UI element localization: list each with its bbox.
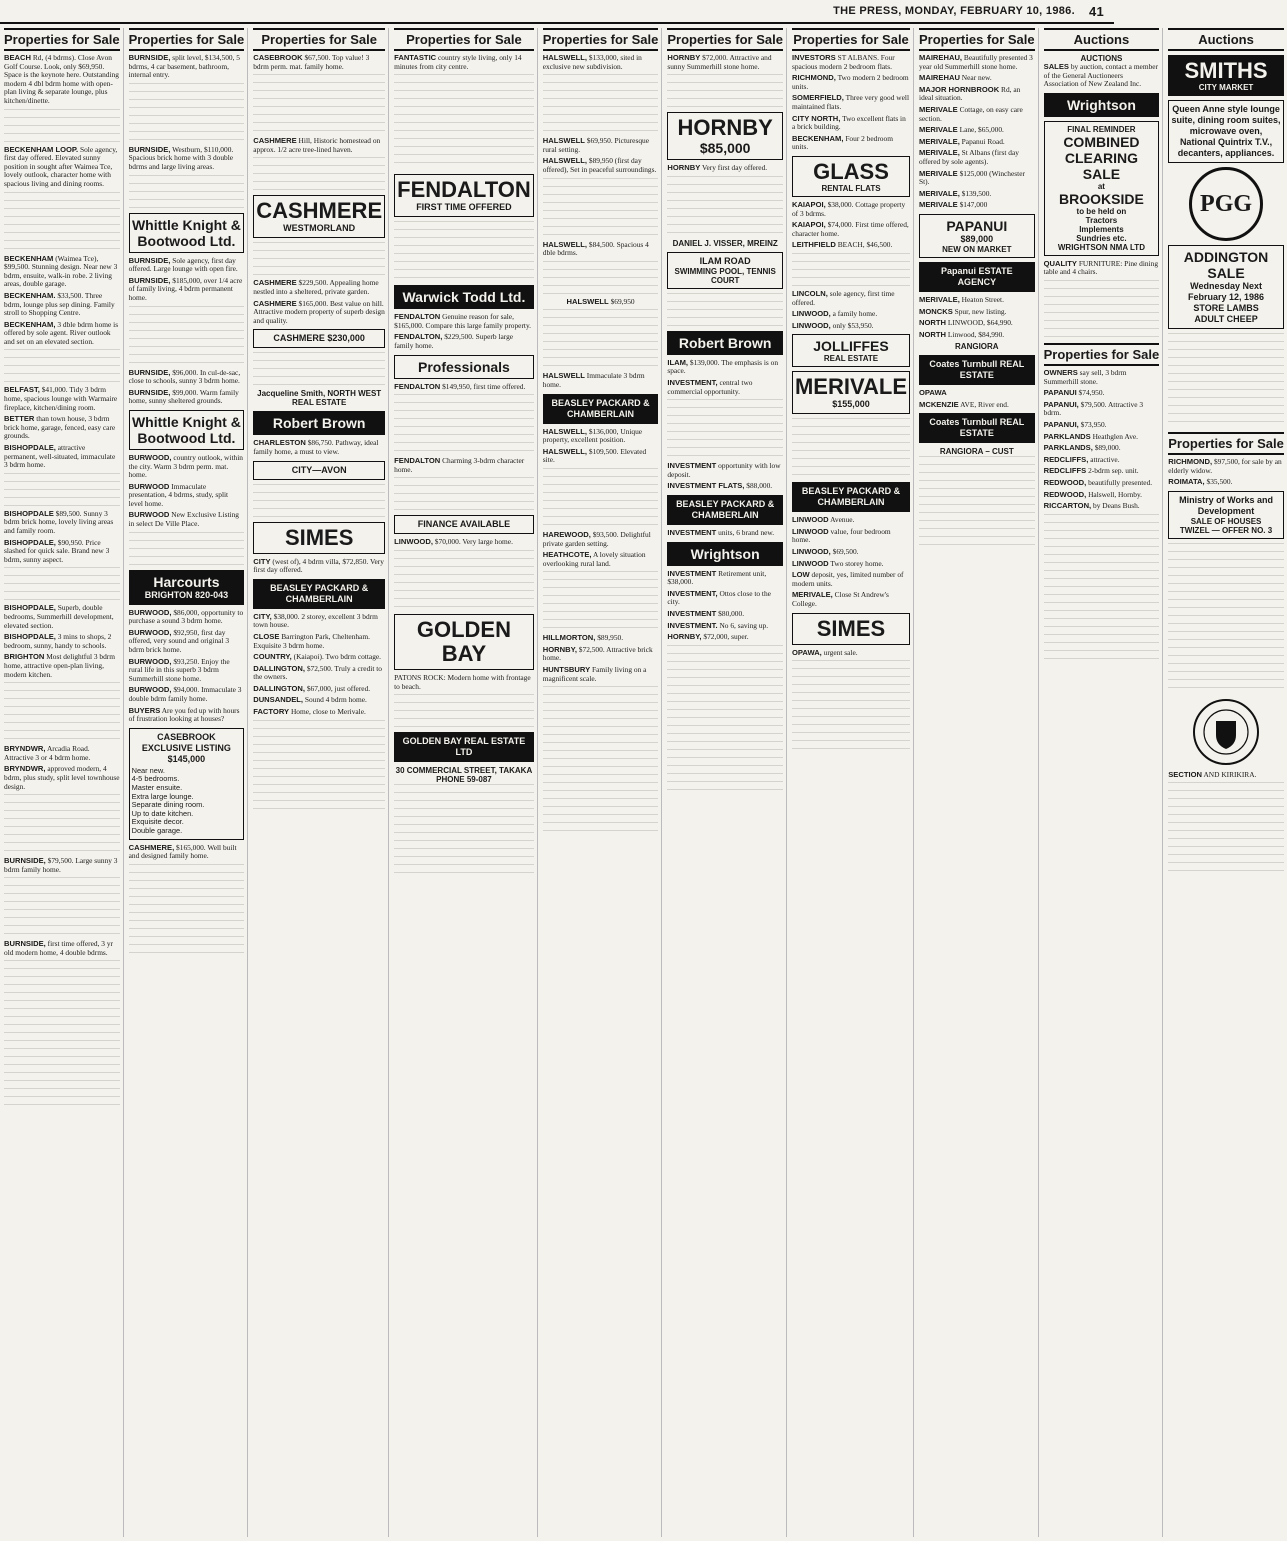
professionals-logo: Professionals: [394, 355, 534, 379]
listing: INVESTMENT $80,000.: [667, 608, 745, 618]
listing: OWNERS say sell, 3 bdrm Summerhill stone.: [1043, 367, 1127, 386]
listing: INVESTMENT. No 6, saving up.: [667, 620, 769, 630]
listing: RICHMOND, Two modern 2 bedroom units.: [791, 73, 909, 91]
listing: BETTER than town house, 3 bdrm brick home, garage, fenced, easy care grounds.: [4, 414, 116, 441]
text-placeholder: [4, 192, 120, 252]
listing: MAIREHAU Near new.: [919, 73, 992, 83]
text-placeholder: [667, 645, 783, 795]
listing: FANTASTIC country style living, only 14 minutes from city centre.: [394, 53, 522, 71]
listing: BURNSIDE, $185,000, over 1/4 acre of family living, 4 bdrm permanent home.: [128, 275, 243, 302]
listing: LINWOOD value, four bedroom home.: [791, 526, 891, 545]
wrightson-logo: Wrightson: [1044, 93, 1160, 117]
text-placeholder: [1044, 280, 1160, 340]
section-heading: Properties for Sale: [253, 28, 385, 51]
rangiora-cust-heading: RANGIORA – CUST: [939, 447, 1014, 457]
listing: PARKLANDS, $89,000.: [1043, 443, 1121, 453]
section-heading: Properties for Sale: [129, 28, 245, 51]
ministry-works-ad: Ministry of Works and Development SALE OF HOUSES TWIZEL — OFFER NO. 3: [1168, 491, 1284, 539]
crest-icon: [1191, 697, 1261, 767]
section-heading: Properties for Sale: [543, 28, 659, 51]
listing: REDWOOD, Halswell, Hornby.: [1043, 489, 1143, 499]
text-placeholder: [1168, 782, 1284, 878]
section-heading: Properties for Sale: [4, 28, 120, 51]
listing: MERIVALE $147,000: [919, 200, 988, 210]
simes-logo: SIMES: [253, 522, 385, 554]
listing: BECKENHAM. $33,500. Three bdrm, lounge plus sep dining. Family stroll to Shopping Centre.: [4, 290, 115, 318]
listing: BURWOOD, $92,950, first day offered, very sound and original 3 bdrm brick home.: [128, 627, 230, 655]
listing: BEACH Rd, (4 bdrms). Close Avon Golf Course. Look, only $69,950. Space is the keynote here. Outstanding modern 4 dbl bdrm home with open-plan living & separate lounge, plus kitchen/dinette.: [4, 53, 119, 105]
golden-bay-heading: GOLDEN BAY: [394, 614, 534, 670]
listing: HUNTSBURY Family living on a magnificent scale.: [542, 665, 647, 683]
listing: BRIGHTON Most delightful 3 bdrm home, attractive open-plan living, modern kitchen.: [4, 652, 116, 679]
listing: CASHMERE $229,500. Appealing home nestled into a sheltered, private garden.: [253, 278, 379, 296]
listing: LINWOOD Avenue.: [791, 515, 855, 525]
listing: BURNSIDE, $79,500. Large sunny 3 bdrm family home.: [4, 856, 118, 874]
listing: BUYERS Are you fed up with hours of frustration looking at houses?: [128, 705, 240, 724]
section-heading: Properties for Sale: [1044, 343, 1160, 366]
cashmere-ad: CASHMERE WESTMORLAND: [253, 195, 385, 238]
listing: BISHOPDALE $89,500. Sunny 3 bdrm brick home, lovely living areas and family room.: [4, 508, 114, 535]
listing: COUNTRY, (Kaiapoi). Two bdrm cottage.: [253, 652, 382, 662]
listing: BISHOPDALE, $90,950. Price slashed for quick sale. Brand new 3 bdrm, sunny aspect.: [4, 537, 110, 564]
text-placeholder: [4, 682, 120, 742]
listing: INVESTMENT units, 6 brand new.: [667, 527, 775, 537]
listing: DUNSANDEL, Sound 4 bdrm home.: [253, 695, 367, 705]
text-placeholder: [4, 794, 120, 854]
text-placeholder: [543, 261, 659, 295]
listing: LOW deposit, yes, limited number of modern units.: [791, 570, 904, 588]
listing: LINWOOD, $70,000. Very large home.: [394, 537, 513, 547]
listing: NORTH LINWOOD, $64,990.: [919, 318, 1013, 328]
column-2: [129, 28, 249, 1537]
listing: OPAWA: [919, 388, 947, 398]
agency-contact: DANIEL J. VISSER, MREINZ: [672, 238, 778, 248]
page-number: 41: [1088, 3, 1104, 19]
text-placeholder: [129, 864, 245, 960]
agency-address: 30 COMMERCIAL STREET, TAKAKA: [395, 766, 533, 776]
listing: ILAM, $139,000. The emphasis is on space.: [667, 357, 779, 376]
listing: BURWOOD, $86,000, opportunity to purchase a sound 3 bdrm home.: [128, 607, 244, 626]
listing: CITY (west of), 4 bdrm villa, $72,850. Very first day offered.: [253, 556, 384, 575]
listing: INVESTMENT, central two commercial opportunity.: [667, 377, 753, 396]
text-placeholder: [253, 484, 385, 518]
listing: INVESTMENT opportunity with low deposit.: [667, 461, 781, 479]
city-avon-ad: CITY—AVON: [253, 461, 385, 480]
listing: PAPANUI, $73,950.: [1043, 419, 1107, 429]
pgg-logo: PGG: [1189, 167, 1263, 241]
listing: REDWOOD, beautifully presented.: [1043, 477, 1153, 487]
listing: HORNBY $72,000. Attractive and sunny Summerhill stone home.: [667, 53, 772, 71]
listing: HALSWELL, $109,500. Elevated site.: [542, 446, 647, 465]
listing: BURNSIDE, split level, $134,500, 5 bdrms, 4 car basement, bathroom, internal entry.: [128, 53, 240, 80]
beasley-logo: BEASLEY PACKARD & CHAMBERLAIN: [792, 482, 910, 512]
listing: MERIVALE Cottage, on easy care section.: [919, 104, 1023, 123]
text-placeholder: [4, 567, 120, 601]
column-9: [1044, 28, 1164, 1537]
listing: HEATHCOTE, A lovely situation overlooking rural land.: [542, 550, 646, 568]
section-heading: Auctions: [1044, 28, 1160, 51]
listing: BURWOOD, $94,000. Immaculate 3 double bdrm family home.: [128, 685, 242, 703]
coates-turnbull-logo: Coates Turnbull REAL ESTATE: [919, 413, 1035, 443]
text-placeholder: [543, 571, 659, 631]
text-placeholder: [394, 221, 534, 281]
papanui-agency-logo: Papanui ESTATE AGENCY: [919, 262, 1035, 292]
finance-ad: FINANCE AVAILABLE: [394, 515, 534, 534]
listing: CASHMERE, $165,000. Well built and designed family home.: [128, 842, 237, 861]
text-placeholder: [543, 74, 659, 134]
listing: OPAWA, urgent sale.: [791, 647, 858, 657]
listing: BECKENHAM (Waimea Tce), $99,500. Stunning design. Near new 3 bdrm, ensuite, walk-in robe. 2 living areas, double garage.: [4, 253, 118, 289]
listing: BELFAST, $41,000. Tidy 3 bdrm home, spacious lounge with Warmaire fireplace, kitchen/dining room.: [4, 385, 118, 412]
section-heading: Properties for Sale: [394, 28, 534, 51]
listing: KAIAPOI, $38,000. Cottage property of 3 bdrms.: [791, 199, 906, 218]
agency-logo: Whittle Knight & Bootwood Ltd.: [129, 410, 245, 450]
text-placeholder: [1168, 543, 1284, 693]
listing: LEITHFIELD BEACH, $46,500.: [791, 240, 893, 250]
listing: HORNBY, $72,500. Attractive brick home.: [542, 644, 653, 663]
listing: MAJOR HORNBROOK Rd, an ideal situation.: [919, 84, 1021, 103]
text-placeholder: [253, 242, 385, 276]
listing: INVESTMENT Retirement unit, $38,000.: [667, 568, 767, 587]
simes-logo: SIMES: [792, 613, 910, 645]
listing: NORTH Linwood, $84,990.: [919, 329, 1005, 339]
listing: SOMERFIELD, Three very good well maintained flats.: [791, 93, 910, 111]
text-placeholder: [543, 309, 659, 369]
listing: PARKLANDS Heathglen Ave.: [1043, 431, 1139, 441]
column-10: [1168, 28, 1287, 1537]
text-placeholder: [4, 473, 120, 507]
auctions-intro: AUCTIONS: [1080, 54, 1123, 63]
listing: BURNSIDE, first time offered, 3 yr old modern home, 4 double bdrms.: [4, 939, 113, 957]
listing: BECKENHAM, 3 dble bdrm home is offered by sole agent. River outlook and set on an elevated section.: [4, 319, 119, 346]
column-8: [919, 28, 1039, 1537]
listing: HAREWOOD, $93,500. Delightful private garden setting.: [542, 529, 651, 548]
listing: HORNBY Very first day offered.: [667, 163, 768, 173]
listing: LINWOOD, a family home.: [791, 309, 878, 319]
text-placeholder: [543, 686, 659, 836]
ilam-road-ad: ILAM ROAD SWIMMING POOL, TENNIS COURT: [667, 252, 783, 289]
text-placeholder: [792, 660, 910, 756]
listing: HILLMORTON, $89,950.: [542, 633, 624, 643]
listing: CASHMERE Hill, Historic homestead on approx. 1/2 acre tree-lined haven.: [253, 136, 381, 154]
listing: BECKENHAM, Four 2 bedroom units.: [791, 133, 893, 152]
rangiora-heading: RANGIORA: [955, 342, 999, 352]
text-placeholder: [394, 394, 534, 454]
listing: HALSWELL, $89,950 (first day offered), Set in peaceful surroundings.: [542, 156, 657, 174]
listing: QUALITY FURNITURE: Pine dining table and 4 chairs.: [1043, 258, 1159, 277]
golden-bay-logo: GOLDEN BAY REAL ESTATE LTD: [394, 732, 534, 762]
text-placeholder: [4, 960, 120, 1110]
listing: BURNSIDE, $99,000. Warm family home, sunny sheltered grounds.: [128, 387, 239, 406]
masthead: [0, 0, 1114, 24]
listing: PAPANUI, $79,500. Attractive 3 bdrm.: [1043, 399, 1144, 418]
listing: BISHOPDALE, Superb, double bedrooms, Summerhill development, elevated section.: [4, 603, 114, 630]
text-placeholder: [667, 176, 783, 236]
text-placeholder: [667, 74, 783, 108]
text-placeholder: [253, 352, 385, 386]
listing: MONCKS Spur, new listing.: [919, 306, 1007, 316]
listing: BURWOOD New Exclusive Listing in select De Ville Place.: [128, 510, 239, 529]
listing: MERIVALE, Close St Andrew's College.: [791, 590, 889, 609]
text-placeholder: [792, 418, 910, 478]
text-placeholder: [394, 477, 534, 511]
listing: HALSWELL, $133,000, sited in exclusive new subdivision.: [542, 53, 642, 71]
section-heading: Properties for Sale: [1168, 432, 1284, 455]
listing: MERIVALE, Papanui Road.: [919, 136, 1005, 146]
listing: LINCOLN, sole agency, first time offered.: [791, 288, 895, 307]
beasley-logo: BEASLEY PACKARD & CHAMBERLAIN: [253, 579, 385, 609]
column-1: [4, 28, 124, 1537]
text-placeholder: [129, 83, 245, 143]
text-placeholder: [667, 293, 783, 327]
column-7: [792, 28, 914, 1537]
listing: INVESTMENT, Ottos close to the city.: [667, 588, 771, 607]
listing: SALES by auction, contact a member of the General Auctioneers Association of New Zealand Inc.: [1043, 62, 1159, 89]
listing: INVESTMENT FLATS, $88,000.: [667, 481, 773, 491]
listing: MERIVALE $125,000 (Winchester St).: [919, 168, 1025, 187]
warwick-todd-logo: Warwick Todd Ltd.: [394, 285, 534, 309]
listing: MAIREHAU, Beautifully presented 3 year old Summerhill stone home.: [919, 53, 1033, 71]
listing: CASHMERE $165,000. Best value on hill. Attractive modern property of superb design and quality.: [253, 298, 385, 325]
text-placeholder: [253, 720, 385, 816]
listing: HALSWELL $69,950. Picturesque rural setting.: [542, 136, 649, 154]
smiths-logo: SMITHS CITY MARKET: [1168, 55, 1284, 96]
text-placeholder: [4, 349, 120, 383]
listing: ROIMATA, $35,500.: [1168, 477, 1233, 487]
listing: HORNBY, $72,000, super.: [667, 632, 749, 642]
casebrook-ad: CASEBROOK EXCLUSIVE LISTING $145,000 Near new. 4-5 bedrooms. Master ensuite. Extra large lounge. Separate dining room. Up to date kitchen. Exquisite decor. Double garage.: [129, 728, 245, 840]
listing: BECKENHAM LOOP. Sole agency, first day offered. Elevated sunny position in sought after Waimea Tce, lovely outlook, character home with spacious living and dining rooms.: [4, 144, 118, 188]
listing: REDCLIFFS 2-bdrm sep. unit.: [1043, 466, 1139, 476]
listing: BISHOPDALE, attractive permanent, well-situated, immaculate 3 bdrm home.: [4, 443, 116, 470]
text-placeholder: [4, 877, 120, 937]
beasley-logo: BEASLEY PACKARD & CHAMBERLAIN: [667, 495, 783, 525]
text-placeholder: [543, 178, 659, 238]
agency-contact: Jacqueline Smith, NORTH WEST REAL ESTATE: [257, 389, 382, 408]
listing: HALSWELL Immaculate 3 bdrm home.: [542, 371, 645, 389]
listing: SECTION AND KIRIKIRA.: [1168, 769, 1257, 779]
listing: BURNSIDE, Westburn, $110,000. Spacious brick home with 3 double bdrms and large living areas.: [128, 144, 234, 171]
column-5: [543, 28, 663, 1537]
listing: FACTORY Home, close to Merivale.: [253, 707, 366, 717]
text-placeholder: [543, 468, 659, 528]
clearing-sale-ad: FINAL REMINDER COMBINED CLEARING SALE at BROOKSIDE to be held on Tractors Implements Sundries etc. WRIGHTSON NMA LTD: [1044, 121, 1160, 256]
text-placeholder: [1168, 333, 1284, 429]
listing: HALSWELL, $136,000, Unique property, excellent position.: [542, 426, 643, 445]
column-6: [667, 28, 787, 1537]
jolliffes-logo: JOLLIFFES REAL ESTATE: [792, 334, 910, 367]
section-heading: Properties for Sale: [919, 28, 1035, 51]
listing: REDCLIFFS, attractive.: [1043, 454, 1120, 464]
cashmere-price-ad: CASHMERE $230,000: [253, 329, 385, 348]
listing: BURWOOD Immaculate presentation, 4 bdrms, study, split level home.: [128, 481, 229, 508]
robert-brown-logo: Robert Brown: [667, 331, 783, 355]
listing: FENDALTON $149,950, first time offered.: [394, 381, 526, 391]
wrightson-logo: Wrightson: [667, 542, 783, 566]
listing: DALLINGTON, $72,500. Truly a credit to the owners.: [253, 663, 382, 682]
listing: LINWOOD, only $53,950.: [791, 320, 874, 330]
listing: FENDALTON, $229,500. Superb large family home.: [394, 332, 514, 350]
text-placeholder: [667, 399, 783, 459]
agency-phone: PHONE 59-087: [436, 775, 492, 785]
column-3: [253, 28, 389, 1537]
listing: RICHMOND, $97,500, for sale by an elderly widow.: [1168, 457, 1282, 475]
listing: BISHOPDALE, 3 mins to shops, 2 bedroom, sunny, handy to schools.: [4, 632, 112, 650]
listing: MERIVALE, St Albans (first day offered by sole agents).: [919, 148, 1019, 166]
listing: CITY, $38,000. 2 storey, excellent 3 bdrm town house.: [253, 611, 378, 630]
section-heading: Auctions: [1168, 28, 1284, 51]
text-placeholder: [253, 74, 385, 134]
listing: BURWOOD, country outlook, within the city. Warm 3 bdrm perm. mat. home.: [128, 452, 243, 480]
queen-anne-ad: Queen Anne style lounge suite, dining room suites, microwave oven, National Quintrix T.V., decanters, appliances.: [1168, 100, 1284, 163]
listing: LINWOOD Two storey home.: [791, 558, 884, 568]
listing: MERIVALE Lane, $65,000.: [919, 125, 1004, 135]
section-heading: Properties for Sale: [667, 28, 783, 51]
listing: PAPANUI $74,950.: [1043, 388, 1105, 398]
listing: PATONS ROCK: Modern home with frontage to beach.: [394, 672, 531, 691]
listing: CASEBROOK $67,500. Top value! 3 bdrm perm. mat. family home.: [253, 53, 370, 71]
column-4: [394, 28, 538, 1537]
fendalton-ad: FENDALTON FIRST TIME OFFERED: [394, 174, 534, 217]
listing: FENDALTON Genuine reason for sale, $165,000. Compare this large family property.: [394, 312, 532, 330]
listing: DALLINGTON, $67,000, just offered.: [253, 683, 371, 693]
text-placeholder: [394, 550, 534, 610]
listing: BURNSIDE, $96,000. In cul-de-sac, close to schools, sunny 3 bdrm home.: [128, 367, 241, 386]
text-placeholder: [394, 694, 534, 728]
listing: FENDALTON Charming 3-bdrm character home.: [394, 456, 525, 474]
listing: KAIAPOI, $74,000. First time offered, character home.: [791, 220, 909, 238]
listing: BURNSIDE, Sole agency, first day offered. Large lounge with open fire.: [128, 255, 238, 274]
text-placeholder: [792, 253, 910, 287]
beasley-logo: BEASLEY PACKARD & CHAMBERLAIN: [543, 394, 659, 424]
listing: BRYNDWR, Arcadia Road. Attractive 3 or 4 bdrm home.: [4, 744, 91, 762]
harcourts-logo: Harcourts BRIGHTON 820-043: [129, 570, 245, 605]
robert-brown-logo: Robert Brown: [253, 411, 385, 435]
text-placeholder: [919, 456, 1035, 552]
listing: CLOSE Barrington Park, Cheltenham. Exquisite 3 bdrm home.: [253, 631, 370, 650]
masthead-title: THE PRESS, MONDAY, FEBRUARY 10, 1986.: [833, 5, 1075, 17]
listing: HALSWELL $69,950: [566, 296, 635, 306]
text-placeholder: [394, 784, 534, 880]
listing: BURWOOD, $93,250. Enjoy the rural life in this superb 3 bdrm Summerhill stone home.: [128, 656, 230, 683]
columns: [4, 28, 1284, 1537]
section-heading: Properties for Sale: [792, 28, 910, 51]
coates-turnbull-logo: Coates Turnbull REAL ESTATE: [919, 355, 1035, 385]
listing: MERIVALE, Heaton Street.: [919, 294, 1004, 304]
listing: INVESTORS ST ALBANS. Four spacious modern 2 bedroom flats.: [791, 53, 895, 71]
glass-logo: GLASS RENTAL FLATS: [792, 156, 910, 197]
listing: HALSWELL, $84,500. Spacious 4 dble bdrms.: [542, 239, 649, 258]
addington-sale-ad: ADDINGTON SALE Wednesday Next February 12, 1986 STORE LAMBS ADULT CHEEP: [1168, 245, 1284, 329]
listing: MERIVALE, $139,500.: [919, 188, 992, 198]
merivale-ad: MERIVALE $155,000: [792, 371, 910, 414]
listing: CHARLESTON $86,750. Pathway, ideal family home, a must to view.: [253, 438, 379, 456]
text-placeholder: [129, 532, 245, 566]
agency-logo: Whittle Knight & Bootwood Ltd.: [129, 213, 245, 253]
listing: CITY NORTH, Two excellent flats in a brick building.: [791, 113, 906, 132]
listing: RICCARTON, by Deans Bush.: [1043, 501, 1140, 511]
text-placeholder: [1044, 514, 1160, 664]
text-placeholder: [4, 109, 120, 143]
text-placeholder: [394, 74, 534, 170]
papanui-ad: PAPANUI $89,000 NEW ON MARKET: [919, 214, 1035, 258]
text-placeholder: [129, 306, 245, 366]
text-placeholder: [129, 175, 245, 209]
hornby-ad: HORNBY $85,000: [667, 112, 783, 160]
listing: LINWOOD, $69,500.: [791, 547, 859, 557]
listing: BRYNDWR, approved modern, 4 bdrm, plus study, split level townhouse design.: [4, 764, 120, 791]
listing: MCKENZIE AVE, River end.: [919, 399, 1009, 409]
text-placeholder: [253, 157, 385, 191]
